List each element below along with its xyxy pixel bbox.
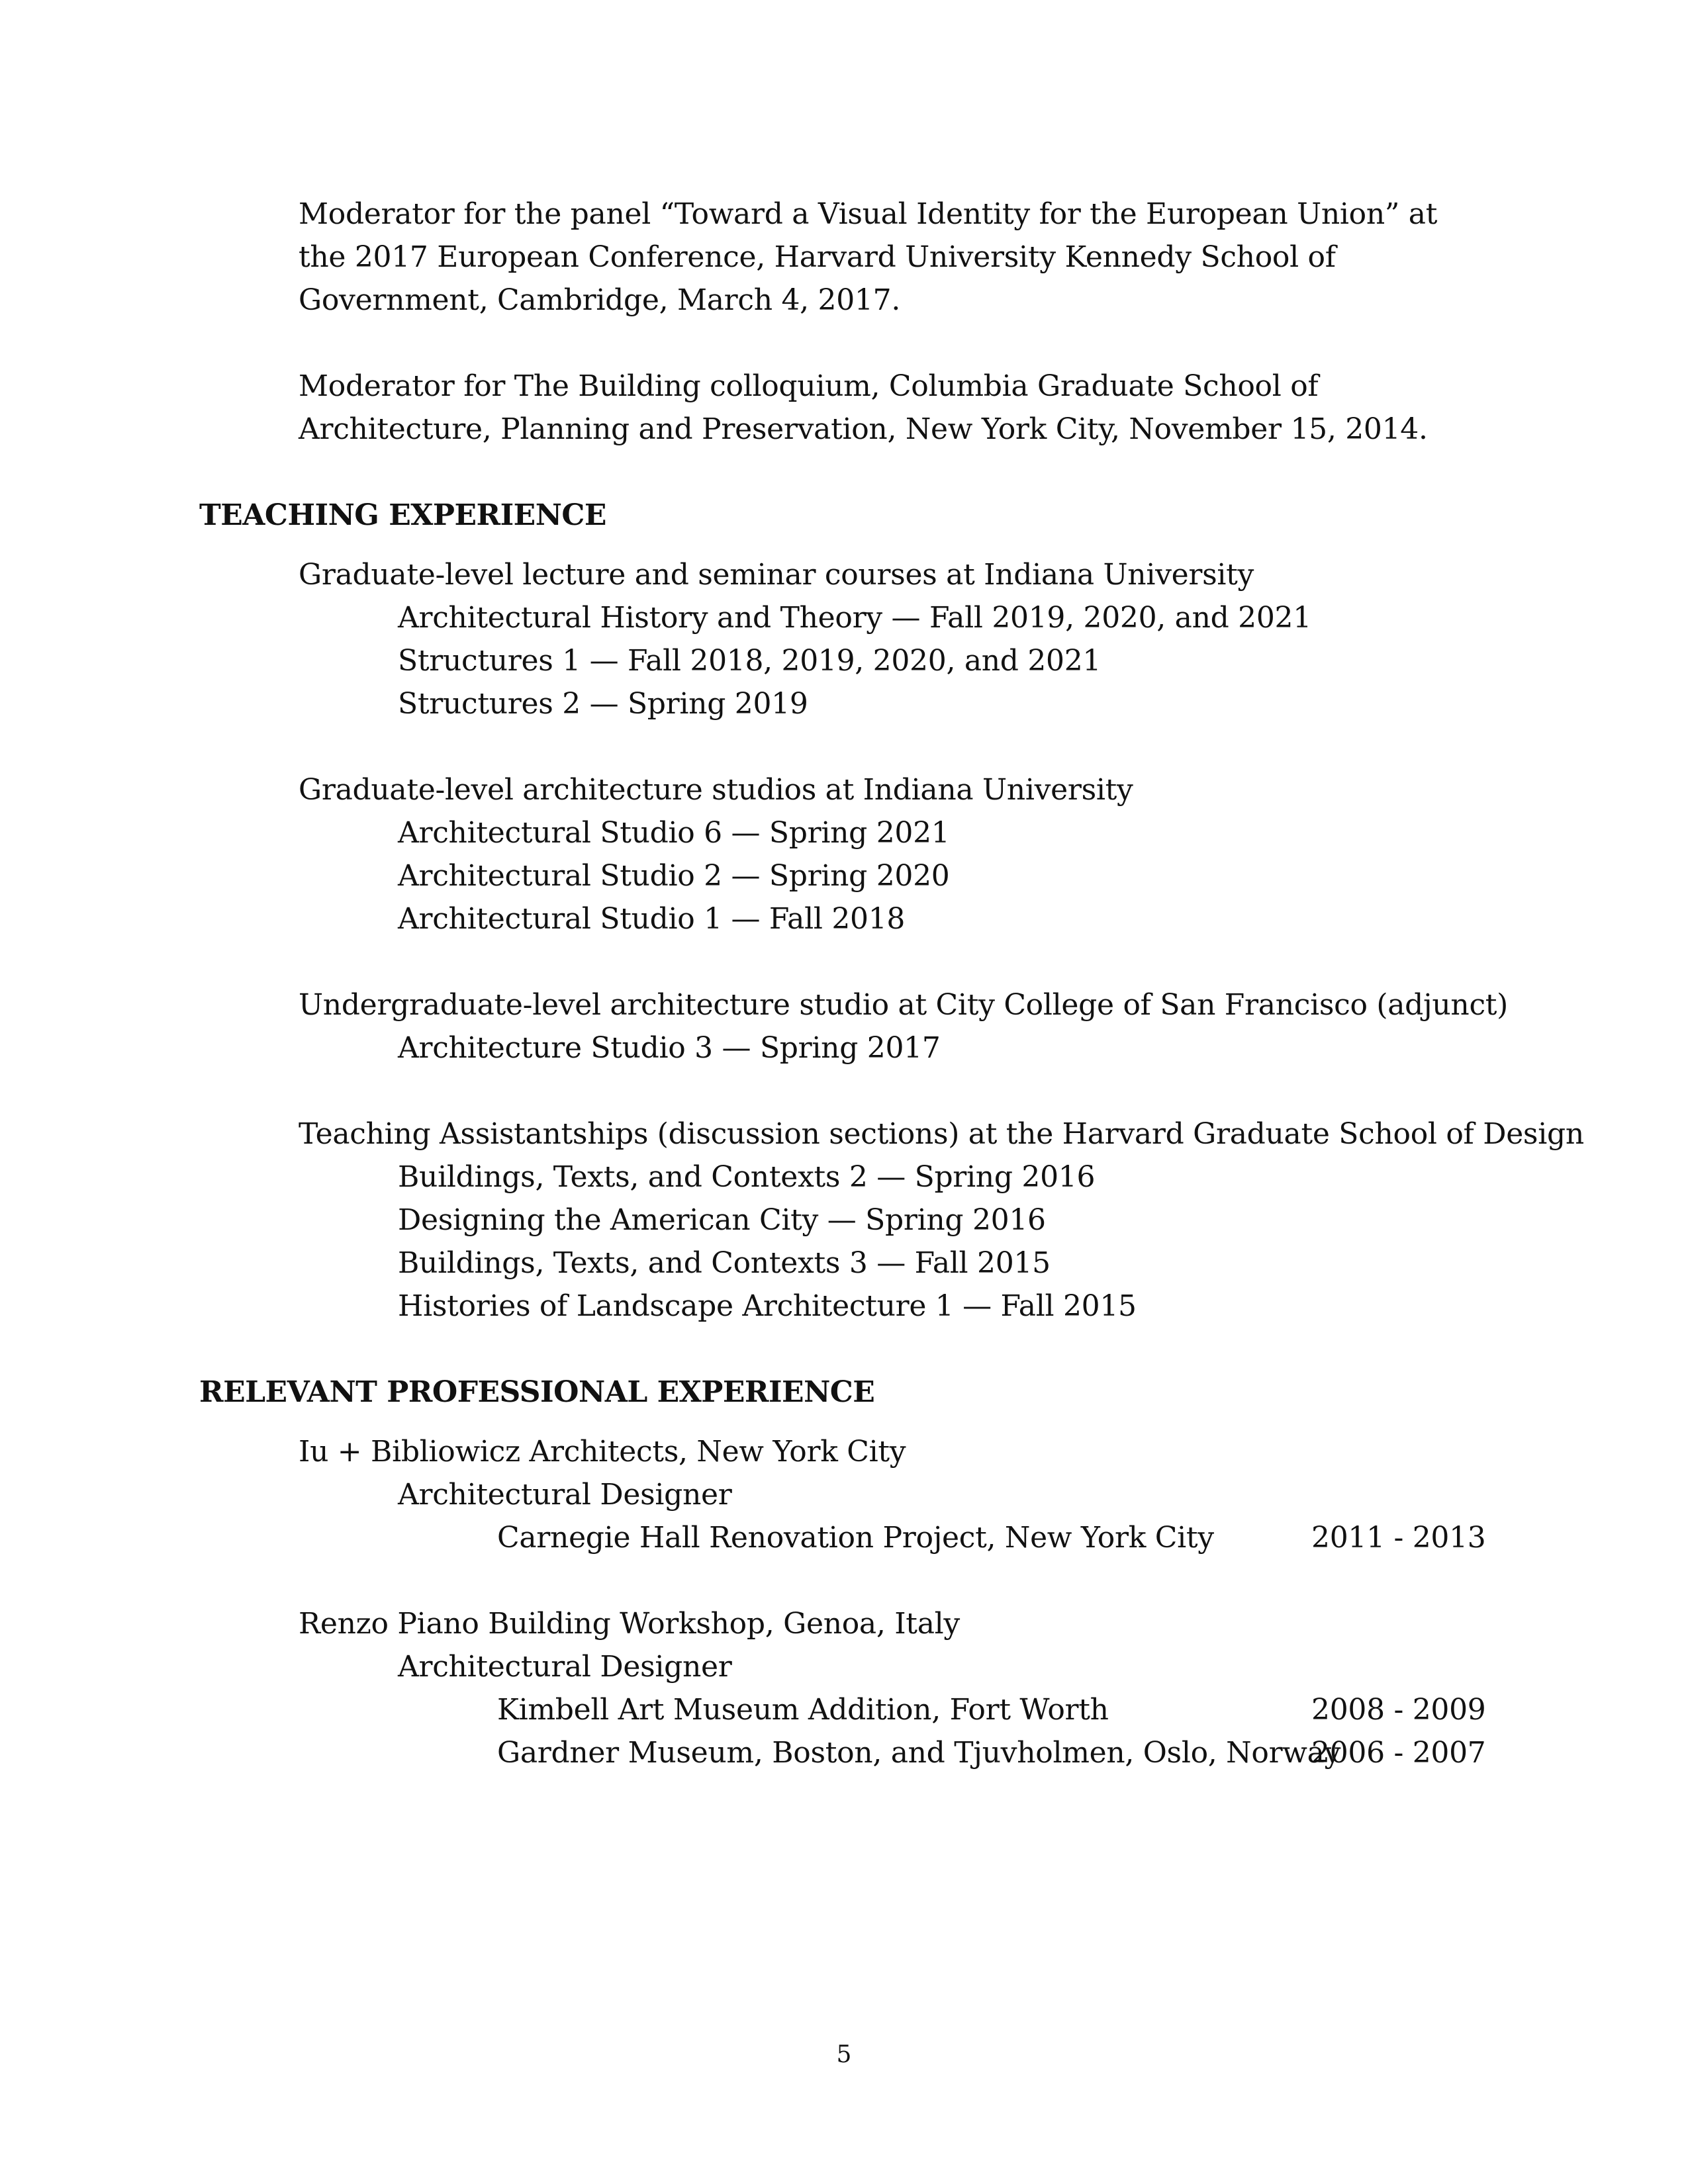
moderation-line: Architecture, Planning and Preservation, New York City, November 15, 2014. bbox=[299, 412, 1428, 446]
moderation-line: the 2017 European Conference, Harvard University Kennedy School of bbox=[299, 240, 1336, 274]
teaching-group-title: Graduate-level architecture studios at Indiana University bbox=[299, 773, 1133, 807]
moderation-line: Moderator for the panel “Toward a Visual Identity for the European Union” at bbox=[299, 197, 1438, 231]
moderation-line: Government, Cambridge, March 4, 2017. bbox=[299, 283, 901, 317]
section-heading-professional: RELEVANT PROFESSIONAL EXPERIENCE bbox=[199, 1375, 875, 1409]
teaching-group-title: Graduate-level lecture and seminar courses at Indiana University bbox=[299, 558, 1254, 592]
firm-name: Renzo Piano Building Workshop, Genoa, Italy bbox=[299, 1607, 960, 1641]
project-dates: 2008 - 2009 bbox=[1311, 1693, 1486, 1727]
moderation-line: Moderator for The Building colloquium, Columbia Graduate School of bbox=[299, 369, 1319, 403]
teaching-group-title: Undergraduate-level architecture studio at City College of San Francisco (adjunct) bbox=[299, 988, 1509, 1022]
project-dates: 2006 - 2007 bbox=[1311, 1736, 1486, 1770]
firm-name: Iu + Bibliowicz Architects, New York City bbox=[299, 1435, 906, 1469]
teaching-group-title: Teaching Assistantships (discussion sections) at the Harvard Graduate School of Design bbox=[299, 1117, 1584, 1151]
course-item: Architecture Studio 3 — Spring 2017 bbox=[398, 1031, 941, 1065]
job-role: Architectural Designer bbox=[398, 1478, 732, 1512]
course-item: Buildings, Texts, and Contexts 2 — Spring 2016 bbox=[398, 1160, 1096, 1194]
section-heading-teaching: TEACHING EXPERIENCE bbox=[199, 498, 606, 532]
project-name: Kimbell Art Museum Addition, Fort Worth bbox=[497, 1693, 1109, 1727]
course-item: Histories of Landscape Architecture 1 — Fall 2015 bbox=[398, 1289, 1137, 1323]
course-item: Architectural Studio 1 — Fall 2018 bbox=[398, 902, 906, 936]
project-dates: 2011 - 2013 bbox=[1311, 1521, 1486, 1555]
project-name: Gardner Museum, Boston, and Tjuvholmen, Oslo, Norway bbox=[497, 1736, 1341, 1770]
project-name: Carnegie Hall Renovation Project, New York City bbox=[497, 1521, 1214, 1555]
page-number: 5 bbox=[836, 2041, 852, 2068]
course-item: Architectural Studio 2 — Spring 2020 bbox=[398, 859, 950, 893]
course-item: Architectural Studio 6 — Spring 2021 bbox=[398, 816, 950, 850]
course-item: Architectural History and Theory — Fall 2019, 2020, and 2021 bbox=[398, 601, 1311, 635]
course-item: Buildings, Texts, and Contexts 3 — Fall 2015 bbox=[398, 1246, 1051, 1280]
job-role: Architectural Designer bbox=[398, 1650, 732, 1684]
course-item: Structures 1 — Fall 2018, 2019, 2020, and 2021 bbox=[398, 644, 1102, 678]
course-item: Structures 2 — Spring 2019 bbox=[398, 687, 808, 721]
course-item: Designing the American City — Spring 2016 bbox=[398, 1203, 1046, 1237]
